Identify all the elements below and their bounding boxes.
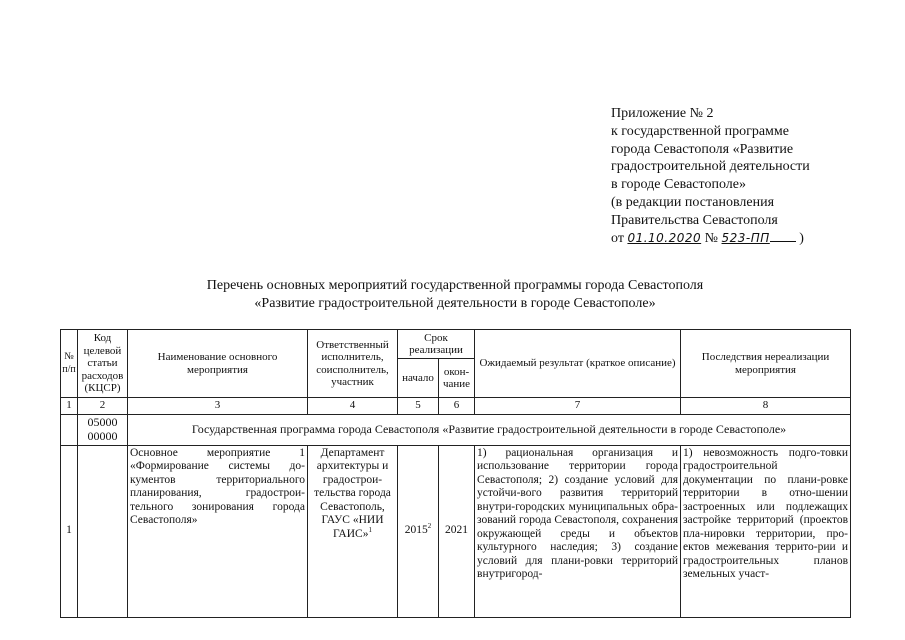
program-row [61,414,851,445]
program-code-line: 05000 [87,415,118,429]
date-prefix: от [611,230,624,246]
row-responsible-text: Департамент архитектуры и градострои-тельства города Севастополь, ГАУС «НИИ ГАИС» [314,446,391,540]
row-kcsr [78,445,128,617]
row-result [475,445,681,617]
row-name [128,445,308,617]
table-row [61,445,851,617]
program-code [78,414,128,445]
row-num: 1 [61,445,78,617]
appendix-line: Приложение № 2 [611,106,714,121]
header-row [61,330,851,359]
header-kcsr: Код целевой статьи расходов (КЦСР) [78,330,128,398]
column-numbers-row [61,398,851,415]
col-number: 4 [308,398,398,415]
resolution-number: 523-ПП [721,230,770,245]
footnote-marker: 1 [368,525,372,534]
col-number: 2 [78,398,128,415]
header-result: Ожидаемый результат (краткое описание) [475,330,681,398]
number-prefix: № [704,230,719,246]
resolution-date: 01.10.2020 [627,230,702,245]
header-period: Срок реализации [398,330,475,359]
appendix-line: Правительства Севастополя [611,212,778,228]
row-name-text: Основное мероприятие 1 «Формирование системы до-кументов территориального планирования, градострои-тельного зонирования города Севастополя» [130,446,305,526]
footnote-marker: 2 [427,522,432,531]
row-consequences-text: 1) невозможность подго-товки градостроительной документации по плани-ровке территории в отно-шении застроенных или подлежащих застройке территорий (проектов пла-нировки территории, про-ектов межевания террито-рии и градостроительных планов земельных участ- [683,446,849,580]
col-number: 3 [128,398,308,415]
title-line-2: «Развитие градостроительной деятельности в городе Севастополе» [254,295,656,311]
program-name: Государственная программа города Севастополя «Развитие градостроительной деятельности в городе Севастополе» [128,414,851,445]
col-number: 6 [439,398,475,415]
appendix-block [611,105,871,247]
header-num: № п/п [61,330,78,398]
header-end: окон-чание [439,359,475,398]
appendix-line: градостроительной деятельности [611,159,810,175]
document-title [60,277,850,312]
appendix-line: к государственной программе [611,123,789,139]
close-paren: ) [799,230,804,246]
row-start-year: 2015 [404,524,428,537]
col-number: 7 [475,398,681,415]
activities-table [60,329,851,618]
row-responsible [308,445,398,617]
header-responsible: Ответственный исполнитель, соисполнитель, участник [308,330,398,398]
title-line-1: Перечень основных мероприятий государственной программы города Севастополя [206,278,704,293]
appendix-line: города Севастополя «Развитие [611,141,794,157]
col-number: 1 [61,398,78,415]
row-consequences [681,445,851,617]
program-code-line: 00000 [87,428,118,443]
header-start: начало [398,359,439,398]
col-number: 8 [681,398,851,415]
header-name: Наименование основного мероприятия [128,330,308,398]
appendix-line: в городе Севастополе» [611,177,746,193]
row-result-text: 1) рациональная организация и использование территории города Севастополя; 2) создание условий для устойчи-вого развития территорий внутри-городских муниципальных обра-зований города Севастополя, сохранения окружающей среды и объектов культурного наследия; 3) создание условий для плани-ровки территорий внутригород- [477,446,679,580]
header-consequences: Последствия нереализации мероприятия [681,330,851,398]
appendix-line: (в редакции постановления [611,194,775,210]
row-start [398,445,439,617]
row-end: 2021 [439,445,475,617]
col-number: 5 [398,398,439,415]
resolution-date-line [611,230,871,248]
